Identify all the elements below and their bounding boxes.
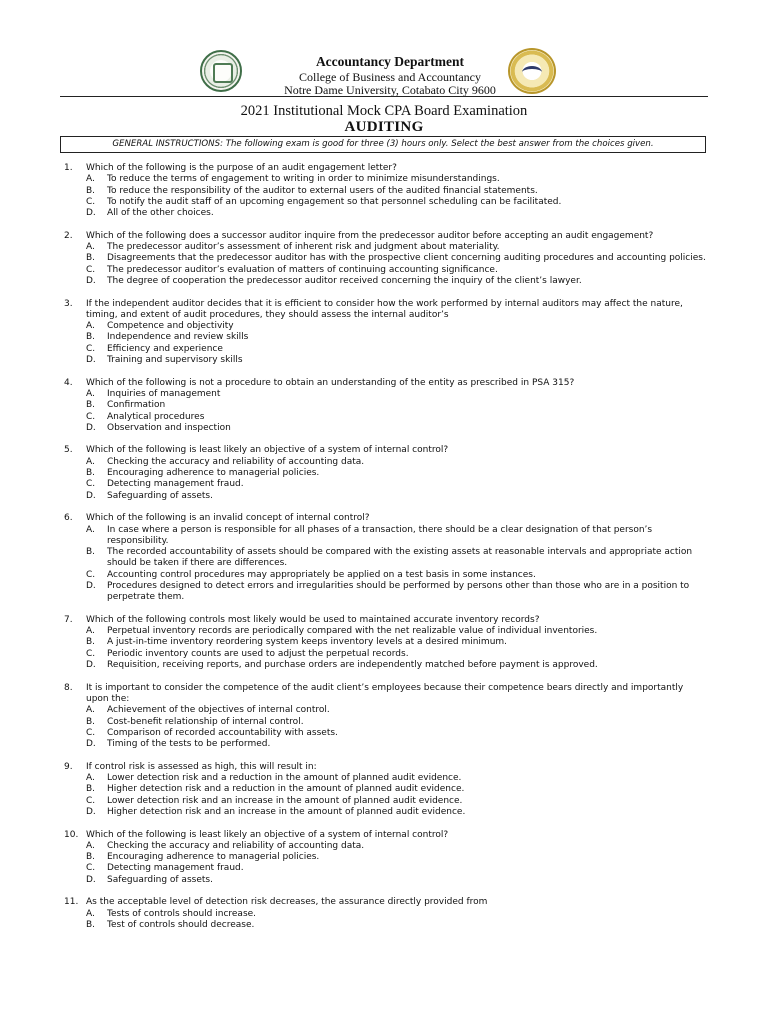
question-text: As the acceptable level of detection risk decreases, the assurance directly provided from [86, 897, 488, 908]
choice-list [64, 525, 708, 604]
choice-list [64, 389, 708, 434]
question-stem [64, 897, 708, 908]
choice-letter: D. [86, 874, 96, 885]
question-number: 5. [64, 445, 73, 456]
choice-letter: B. [86, 637, 96, 648]
question-text: Which of the following does a successor auditor inquire from the predecessor auditor before accepting an audit engagement? [86, 230, 654, 241]
question-text: Which of the following controls most likely would be used to maintained accurate inventory records? [86, 614, 540, 625]
choice-letter: D. [86, 422, 96, 433]
answer-choice [86, 423, 708, 434]
choice-text: Safeguarding of assets. [107, 874, 213, 885]
answer-choice [86, 344, 708, 355]
choice-text: Observation and inspection [107, 422, 231, 433]
choice-letter: C. [86, 343, 96, 354]
choice-letter: B. [86, 919, 96, 930]
choice-list [64, 705, 708, 750]
answer-choice [86, 909, 708, 920]
answer-choice [86, 649, 708, 660]
question-text: It is important to consider the competence of the audit client’s employees because their competence bears directly and importantly upon the: [86, 682, 684, 704]
answer-choice [86, 807, 708, 818]
answer-choice [86, 841, 708, 852]
choice-letter: B. [86, 716, 96, 727]
question-text: Which of the following is least likely an objective of a system of internal control? [86, 445, 449, 456]
answer-choice [86, 525, 708, 548]
school-address: Notre Dame University, Cotabato City 9600 [284, 83, 496, 97]
choice-text: Perpetual inventory records are periodically compared with the net realizable value of individual inventories. [107, 626, 598, 637]
answer-choice [86, 660, 708, 671]
choice-text: Analytical procedures [107, 411, 205, 422]
choice-list [64, 174, 708, 219]
choice-list [64, 321, 708, 366]
choice-text: The predecessor auditor’s evaluation of matters of continuing accounting significance. [107, 264, 498, 275]
answer-choice [86, 875, 708, 886]
choice-letter: B. [86, 185, 96, 196]
choice-text: In case where a person is responsible for all phases of a transaction, there should be a clear designation of that person’s responsibility. [107, 524, 653, 546]
choice-letter: B. [86, 332, 96, 343]
question-text: Which of the following is an invalid concept of internal control? [86, 513, 370, 524]
answer-choice [86, 920, 708, 931]
choice-letter: A. [86, 524, 95, 535]
answer-choice [86, 547, 708, 570]
department-name: Accountancy Department [315, 54, 465, 69]
question-number: 8. [64, 682, 73, 693]
choice-text: A just-in-time inventory reordering system keeps inventory levels at a desired minimum. [107, 637, 508, 648]
choice-letter: C. [86, 863, 96, 874]
answer-choice [86, 773, 708, 784]
choice-list [64, 773, 708, 818]
choice-text: Safeguarding of assets. [107, 490, 213, 501]
choice-text: Inquiries of management [107, 388, 221, 399]
answer-choice [86, 637, 708, 648]
choice-letter: D. [86, 660, 96, 671]
exam-subject: AUDITING [344, 119, 424, 135]
choice-text: Detecting management fraud. [107, 479, 244, 490]
choice-letter: B. [86, 547, 96, 558]
question-stem [64, 615, 708, 626]
choice-list [64, 457, 708, 502]
choice-text: Cost-benefit relationship of internal control. [107, 716, 304, 727]
question-number: 2. [64, 230, 73, 241]
answer-choice [86, 863, 708, 874]
question-list [64, 163, 708, 942]
choice-letter: C. [86, 479, 96, 490]
answer-choice [86, 412, 708, 423]
general-instructions: GENERAL INSTRUCTIONS: The following exam is good for three (3) hours only. Select the best answer from the choices given. [60, 136, 706, 153]
choice-letter: D. [86, 275, 96, 286]
question-number: 6. [64, 513, 73, 524]
choice-text: Test of controls should decrease. [107, 919, 255, 930]
answer-choice [86, 491, 708, 502]
choice-letter: B. [86, 784, 96, 795]
choice-text: The recorded accountability of assets should be compared with the existing assets at reasonable intervals and appropriate action should be taken if there are differences. [107, 547, 693, 569]
choice-letter: A. [86, 840, 95, 851]
choice-letter: B. [86, 253, 96, 264]
exam-title: 2021 Institutional Mock CPA Board Examination [240, 103, 528, 119]
choice-text: Lower detection risk and an increase in the amount of planned audit evidence. [107, 795, 463, 806]
question-item [64, 513, 708, 603]
answer-choice [86, 208, 708, 219]
choice-text: Detecting management fraud. [107, 863, 244, 874]
answer-choice [86, 253, 708, 264]
answer-choice [86, 728, 708, 739]
choice-text: To reduce the terms of engagement to writing in order to minimize misunderstandings. [107, 174, 500, 185]
answer-choice [86, 739, 708, 750]
choice-text: The predecessor auditor’s assessment of inherent risk and judgment about materiality. [107, 242, 500, 253]
answer-choice [86, 852, 708, 863]
choice-text: All of the other choices. [107, 208, 214, 219]
question-stem [64, 299, 708, 322]
choice-letter: A. [86, 626, 95, 637]
answer-choice [86, 400, 708, 411]
question-text: If control risk is assessed as high, this will result in: [86, 761, 317, 772]
question-item [64, 615, 708, 671]
question-item [64, 163, 708, 219]
choice-letter: A. [86, 242, 95, 253]
answer-choice [86, 784, 708, 795]
choice-text: Timing of the tests to be performed. [107, 739, 271, 750]
answer-choice [86, 468, 708, 479]
question-number: 7. [64, 614, 73, 625]
choice-text: Disagreements that the predecessor auditor has with the prospective client concerning auditing procedures and accounting policies. [107, 253, 706, 264]
choice-text: Tests of controls should increase. [107, 908, 257, 919]
choice-text: Higher detection risk and a reduction in the amount of planned audit evidence. [107, 784, 465, 795]
choice-letter: B. [86, 468, 96, 479]
answer-choice [86, 321, 708, 332]
answer-choice [86, 581, 708, 604]
choice-letter: D. [86, 806, 96, 817]
question-item [64, 897, 708, 931]
question-number: 9. [64, 761, 73, 772]
choice-text: Checking the accuracy and reliability of accounting data. [107, 840, 365, 851]
question-stem [64, 378, 708, 389]
choice-letter: A. [86, 174, 95, 185]
choice-text: To reduce the responsibility of the auditor to external users of the audited financial statements. [107, 185, 538, 196]
choice-text: Requisition, receiving reports, and purchase orders are independently matched before payment is approved. [107, 660, 598, 671]
answer-choice [86, 570, 708, 581]
choice-text: Confirmation [107, 400, 166, 411]
question-number: 10. [64, 829, 79, 840]
choice-letter: A. [86, 456, 95, 467]
choice-letter: B. [86, 400, 96, 411]
document-header [60, 44, 720, 96]
choice-text: Accounting control procedures may appropriately be applied on a test basis in some instances. [107, 569, 536, 580]
choice-text: Checking the accuracy and reliability of accounting data. [107, 456, 365, 467]
question-number: 3. [64, 298, 73, 309]
question-stem [64, 231, 708, 242]
choice-text: Encouraging adherence to managerial policies. [107, 852, 320, 863]
answer-choice [86, 796, 708, 807]
header-divider [60, 96, 708, 97]
choice-letter: A. [86, 321, 95, 332]
choice-text: Achievement of the objectives of internal control. [107, 705, 330, 716]
choice-text: Periodic inventory counts are used to adjust the perpetual records. [107, 648, 409, 659]
choice-text: Higher detection risk and an increase in the amount of planned audit evidence. [107, 806, 466, 817]
choice-text: Procedures designed to detect errors and irregularities should be performed by persons other than those who are in a position to perpetrate them. [107, 580, 690, 603]
question-item [64, 231, 708, 287]
choice-letter: C. [86, 196, 96, 207]
choice-letter: C. [86, 795, 96, 806]
choice-list [64, 841, 708, 886]
answer-choice [86, 626, 708, 637]
choice-letter: D. [86, 208, 96, 219]
choice-text: Encouraging adherence to managerial policies. [107, 468, 320, 479]
question-item [64, 378, 708, 434]
question-number: 4. [64, 377, 73, 388]
answer-choice [86, 197, 708, 208]
answer-choice [86, 717, 708, 728]
question-stem [64, 163, 708, 174]
college-name: College of Business and Accountancy [299, 70, 481, 84]
question-stem [64, 762, 708, 773]
choice-letter: D. [86, 355, 96, 366]
answer-choice [86, 355, 708, 366]
answer-choice [86, 457, 708, 468]
choice-text: To notify the audit staff of an upcoming engagement so that personnel scheduling can be facilitated. [107, 196, 562, 207]
choice-text: Efficiency and experience [107, 343, 223, 354]
choice-letter: C. [86, 569, 96, 580]
choice-list [64, 242, 708, 287]
choice-letter: A. [86, 705, 95, 716]
choice-letter: C. [86, 264, 96, 275]
question-stem [64, 830, 708, 841]
choice-letter: A. [86, 773, 95, 784]
choice-text: Comparison of recorded accountability with assets. [107, 727, 338, 738]
question-item [64, 762, 708, 818]
question-text: If the independent auditor decides that it is efficient to consider how the work performed by internal auditors may affect the nature, timing, and extent of audit procedures, they should assess the internal auditor’s [86, 298, 683, 320]
question-stem [64, 683, 708, 706]
answer-choice [86, 276, 708, 287]
choice-text: The degree of cooperation the predecessor auditor received concerning the inquiry of the client’s lawyer. [107, 275, 582, 286]
choice-text: Independence and review skills [107, 332, 249, 343]
choice-letter: A. [86, 388, 95, 399]
answer-choice [86, 389, 708, 400]
choice-list [64, 909, 708, 932]
answer-choice [86, 242, 708, 253]
answer-choice [86, 186, 708, 197]
choice-letter: B. [86, 852, 96, 863]
question-stem [64, 513, 708, 524]
question-item [64, 830, 708, 886]
question-item [64, 299, 708, 367]
choice-letter: D. [86, 739, 96, 750]
question-number: 1. [64, 163, 73, 173]
choice-letter: D. [86, 490, 96, 501]
question-text: Which of the following is the purpose of an audit engagement letter? [86, 163, 397, 173]
answer-choice [86, 705, 708, 716]
choice-text: Competence and objectivity [107, 321, 234, 332]
choice-letter: C. [86, 411, 96, 422]
question-number: 11. [64, 897, 79, 908]
choice-list [64, 626, 708, 671]
choice-text: Training and supervisory skills [107, 355, 243, 366]
question-stem [64, 445, 708, 456]
answer-choice [86, 265, 708, 276]
question-text: Which of the following is not a procedure to obtain an understanding of the entity as prescribed in PSA 315? [86, 377, 575, 388]
question-item [64, 445, 708, 501]
answer-choice [86, 332, 708, 343]
choice-letter: C. [86, 727, 96, 738]
choice-letter: C. [86, 648, 96, 659]
choice-letter: A. [86, 908, 95, 919]
answer-choice [86, 174, 708, 185]
choice-text: Lower detection risk and a reduction in the amount of planned audit evidence. [107, 773, 462, 784]
answer-choice [86, 479, 708, 490]
choice-letter: D. [86, 580, 96, 591]
question-item [64, 683, 708, 751]
question-text: Which of the following is least likely an objective of a system of internal control? [86, 829, 449, 840]
